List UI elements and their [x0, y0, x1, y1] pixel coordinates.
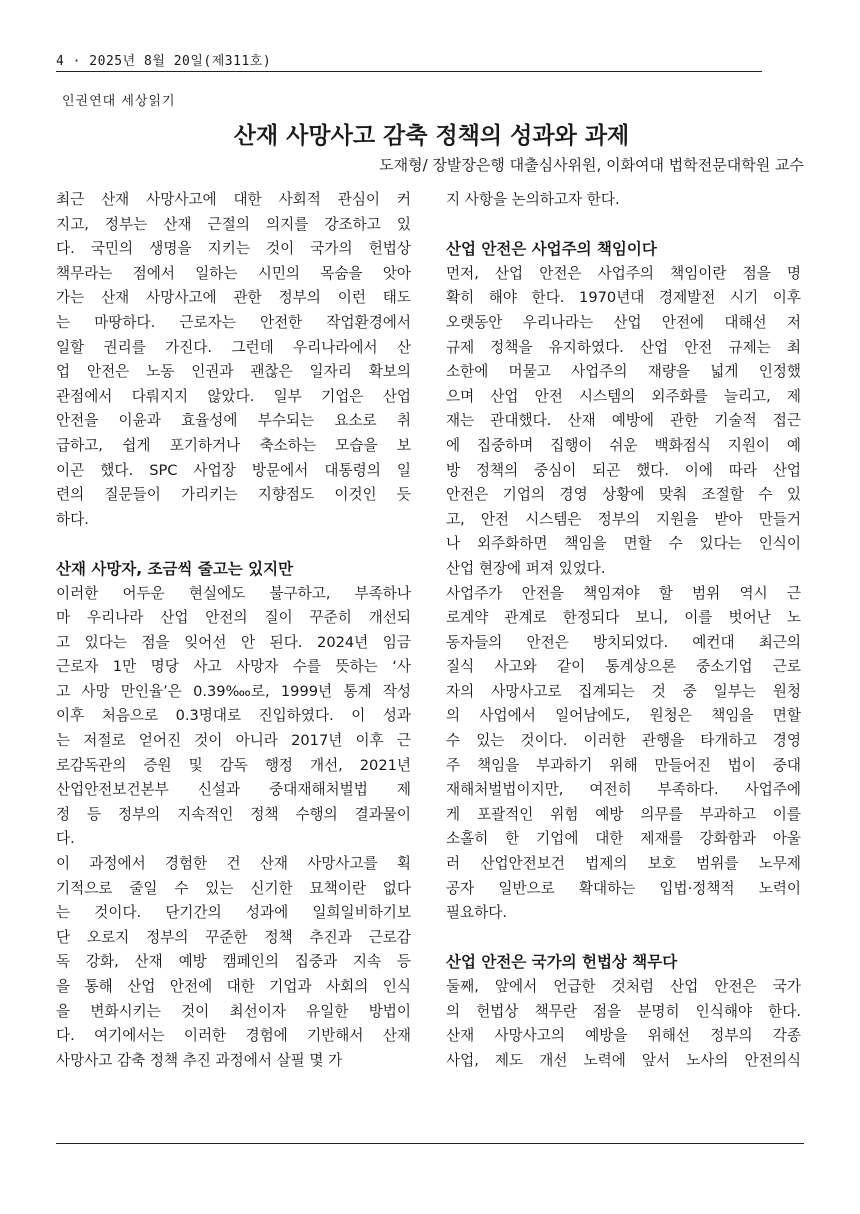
text-line: 규제 정책을 유지하였다. 산업 안전 규제는 최	[446, 338, 801, 356]
text-line: 필요하다.	[446, 904, 508, 922]
text-line: 고 있다는 점을 잊어선 안 된다. 2024년 임금	[56, 633, 411, 651]
text-line: 최근 산재 사망사고에 대한 사회적 관심이 커	[56, 191, 411, 208]
text-line: 소홀히 한 기업에 대한 제재를 강화함과 아울	[446, 830, 801, 848]
article-column-left	[56, 188, 411, 1138]
text-line: 재는 관대했다. 산재 예방에 관한 기술적 접근	[446, 412, 801, 430]
text-line: 산재 사망사고의 예방을 위해선 정부의 각종	[446, 1027, 801, 1045]
article-title: 산재 사망사고 감축 정책의 성과와 과제	[233, 123, 630, 149]
blank-line	[56, 532, 411, 557]
text-line: 주 책임을 부과하기 위해 만들어진 법이 중대	[446, 756, 801, 774]
text-line: 업 안전은 노동 인권과 괜찮은 일자리 확보의	[56, 363, 411, 381]
text-line: 고, 안전 시스템은 정부의 지원을 받아 만들거	[446, 510, 801, 528]
text-line: 공자 일반으로 확대하는 입법·정책적 노력이	[446, 879, 801, 897]
text-line: 는 것이다. 단기간의 성과에 일희일비하기보	[56, 904, 411, 922]
footer-divider	[56, 1143, 804, 1144]
text-line: 방 정책의 중심이 되곤 했다. 이에 따라 산업	[446, 461, 801, 479]
text-line: 러 산업안전보건 법제의 보호 범위를 노무제	[446, 855, 801, 873]
text-line: 산업안전보건본부 신설과 중대재해처벌법 제	[56, 781, 411, 799]
text-line: 기적으로 줄일 수 있는 신기한 묘책이란 없다	[56, 879, 411, 897]
text-line: 이러한 어두운 현실에도 불구하고, 부족하나	[56, 584, 411, 602]
text-line: 일할 권리를 가진다. 그런데 우리나라에서 산	[56, 338, 411, 356]
text-line: 이 과정에서 경험한 건 산재 사망사고를 획	[56, 855, 411, 873]
text-line: 지고, 정부는 산재 근절의 의지를 강조하고 있	[56, 215, 411, 233]
article-column-right	[446, 188, 801, 1138]
page-header-info: 4 · 2025년 8월 20일(제311호)	[56, 54, 272, 69]
blank-line	[446, 213, 801, 238]
section-heading: 산재 사망자, 조금씩 줄고는 있지만	[56, 559, 294, 578]
text-line: 오랫동안 우리나라는 산업 안전에 대해선 저	[446, 313, 801, 331]
blank-line	[446, 926, 801, 951]
article-author: 도재형/ 장발장은행 대출심사위원, 이화여대 법학전문대학원 교수	[379, 156, 804, 174]
text-line: 동자들의 안전은 방치되었다. 예컨대 최근의	[446, 633, 801, 651]
text-line: 독 강화, 산재 예방 캠페인의 집중과 지속 등	[56, 953, 411, 971]
text-line: 단 오로지 정부의 꾸준한 정책 추진과 근로감	[56, 928, 411, 946]
text-line: 지 사항을 논의하고자 한다.	[446, 191, 620, 208]
header-divider	[56, 71, 762, 72]
text-line: 먼저, 산업 안전은 사업주의 책임이란 점을 명	[446, 264, 801, 282]
text-line: 마 우리나라 산업 안전의 질이 꾸준히 개선되	[56, 609, 411, 627]
text-line: 재해처벌법이지만, 여전히 부족하다. 사업주에	[446, 781, 801, 799]
text-line: 급하고, 쉽게 포기하거나 축소하는 모습을 보	[56, 436, 411, 454]
text-line: 사업주가 안전을 책임져야 할 범위 역시 근	[446, 584, 801, 602]
text-line: 다.	[56, 830, 75, 848]
text-line: 다. 국민의 생명을 지키는 것이 국가의 헌법상	[56, 240, 411, 258]
text-line: 정 등 정부의 지속적인 정책 수행의 결과물이	[56, 805, 411, 823]
text-line: 안전은 기업의 경영 상황에 맞춰 조절할 수 있	[446, 486, 801, 504]
text-line: 이후 처음으로 0.3명대로 진입하였다. 이 성과	[56, 707, 411, 725]
text-line: 책무라는 점에서 일하는 시민의 목숨을 앗아	[56, 264, 411, 282]
text-line: 수 있는 것이다. 이러한 관행을 타개하고 경영	[446, 732, 801, 750]
text-line: 을 변화시키는 것이 최선이자 유일한 방법이	[56, 1002, 411, 1020]
section-heading: 산업 안전은 사업주의 책임이다	[446, 240, 657, 259]
section-label: 인권연대 세상읽기	[62, 94, 176, 109]
text-line: 소한에 머물고 사업주의 재량을 넓게 인정했	[446, 363, 801, 381]
text-line: 을 통해 산업 안전에 대한 기업과 사회의 인식	[56, 978, 411, 995]
text-line: 에 집중하며 집행이 쉬운 백화점식 지원이 예	[446, 436, 801, 454]
text-line: 는 저절로 얻어진 것이 아니라 2017년 이후 근	[56, 732, 411, 750]
text-line: 사업, 제도 개선 노력에 앞서 노사의 안전의식	[446, 1051, 801, 1069]
text-line: 게 포괄적인 위험 예방 의무를 부과하고 이를	[446, 805, 801, 823]
section-heading: 산업 안전은 국가의 헌법상 책무다	[446, 953, 678, 972]
text-line: 나 외주화하면 책임을 면할 수 있다는 인식이	[446, 535, 801, 553]
text-line: 하다.	[56, 510, 89, 528]
text-line: 로감독관의 증원 및 감독 행정 개선, 2021년	[56, 756, 411, 774]
text-line: 는 마땅하다. 근로자는 안전한 작업환경에서	[56, 313, 411, 331]
text-line: 관점에서 다뤄지지 않았다. 일부 기업은 산업	[56, 387, 411, 405]
text-line: 의 헌법상 책무란 점을 분명히 인식해야 한다.	[446, 1002, 801, 1020]
text-line: 사망사고 감축 정책 추진 과정에서 살필 몇 가	[56, 1051, 343, 1069]
text-line: 확히 해야 한다. 1970년대 경제발전 시기 이후	[446, 289, 801, 307]
text-line: 련의 질문들이 가리키는 지향점도 이것인 듯	[56, 486, 411, 504]
text-line: 고 사망 만인율’은 0.39‱로, 1999년 통계 작성	[56, 682, 411, 700]
text-line: 이곤 했다. SPC 사업장 방문에서 대통령의 일	[56, 461, 411, 479]
text-line: 가는 산재 사망사고에 관한 정부의 이런 태도	[56, 289, 411, 307]
text-line: 질식 사고와 같이 통계상으론 중소기업 근로	[446, 658, 801, 676]
text-line: 둘째, 앞에서 언급한 것처럼 산업 안전은 국가	[446, 978, 801, 995]
text-line: 으며 산업 안전 시스템의 외주화를 늘리고, 제	[446, 387, 801, 405]
text-line: 로계약 관계로 한정되다 보니, 이를 벗어난 노	[446, 609, 801, 627]
text-line: 다. 여기에서는 이러한 경험에 기반해서 산재	[56, 1027, 411, 1045]
text-line: 근로자 1만 명당 사고 사망자 수를 뜻하는 ‘사	[56, 658, 411, 676]
text-line: 산업 현장에 퍼져 있었다.	[446, 559, 606, 577]
text-line: 안전을 이윤과 효율성에 부수되는 요소로 취	[56, 412, 411, 430]
text-line: 의 사업에서 일어남에도, 원청은 책임을 면할	[446, 707, 801, 725]
text-line: 자의 사망사고로 집계되는 것 중 일부는 원청	[446, 682, 801, 700]
